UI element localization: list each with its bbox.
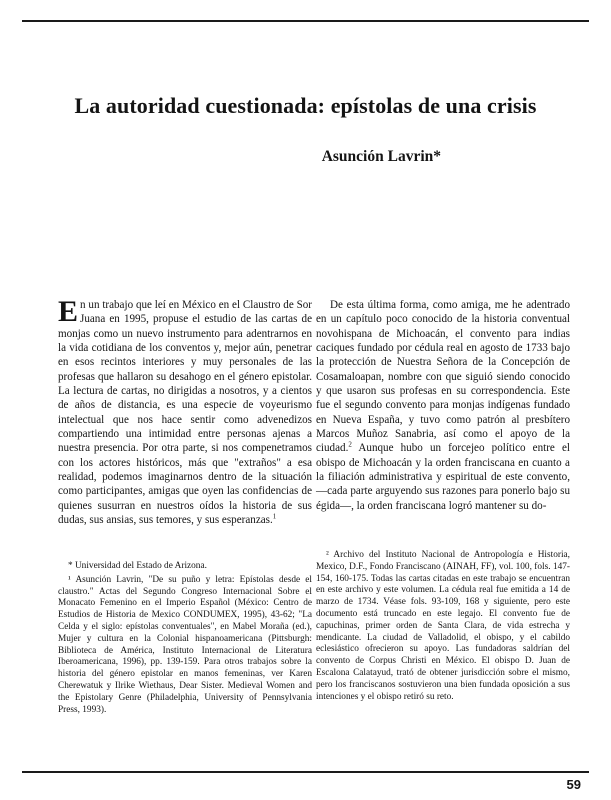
top-rule: [22, 20, 589, 22]
article-title: La autoridad cuestionada: epístolas de una crisis: [74, 93, 537, 118]
footnote-1: ¹ Asunción Lavrin, "De su puño y letra: Epístolas desde el claustro." Actas del Segundo Congreso Internacional Sobre el Monacato Femenino en el Imperio Español (México: Centro de Estudios de Historia de Mexico CONDUMEX, 1995), 43-62; "La Celda y el siglo: epístolas conventuales", en Mabel Moraña (ed.), Mujer y cultura en la Colonial hispanoamericana (Pittsburgh: Biblioteca de América, Instituto Internacional de Literatura Iberoamericana, 1996), pp. 139-159. Para otros trabajos sobre la historia del género epistolar en manos femeninas, ver Karen Cherewatuk y Ilrike Wiethaus, Dear Sister. Medieval Women and the Epistolary Genre (Philadelphia, University of Pennsylvania Press, 1993).: [58, 574, 312, 715]
footnote-marker: 2: [348, 440, 352, 449]
author-name: Asunción Lavrin*: [321, 148, 441, 165]
bottom-rule: [22, 771, 589, 773]
footnote-2: ² Archivo del Instituto Nacional de Antropología e Historia, Mexico, D.F., Fondo Franciscano (AINAH, FF), vol. 100, fols. 147-154, 160-175. Todas las cartas citadas en este trabajo se encuentran en este archivo y este volumen. La cédula real fue emitida a 14 de marzo de 1734. Véase fols. 93-109, 168 y siguiente, pero este documento está truncado en este legajo. El convento fue de capuchinas, primer orden de Santa Clara, de vida estrecha y mendicante. La ciudad de Valladolid, el obispo, y el cabildo eclesiástico ofrecieron su apoyo. Las fundadoras saldrían del convento de Corpus Christi en México. El obispo D. Juan de Escalona Calatayud, trató de obtener jurisdicción sobre el mismo, pero los franciscanos sostuvieron una bien fundada oposición a sus intenciones y el obispo retiró su reto.: [316, 550, 570, 702]
body-text: De esta última forma, como amiga, me he adentrado en un capítulo poco conocido de la historia conventual novohispana de Michoacán, el convento para indias caciques fundado por cédula real en agosto de 1733 bajo la protección de Nuestra Señora de la Concepción de Cosamaloapan, nombre con que siguió siendo conocido y que usaron sus profesas en su correspondencia. Este fue el segundo convento para monjas indígenas fundado en Nueva España, y tuvo como patrón al presbítero Marcos Muñoz Sanabria, así como el apoyo de la ciudad.: [316, 299, 570, 455]
body-paragraph: [316, 298, 570, 513]
body-text: Aunque hubo un forcejeo político entre el obispo de Michoacán y la orden franciscana en cuanto a la filiación administrativa y espiritual de este convento, —cada parte arguyendo sus razones para ponerlo bajo su égida—, la orden franciscana logró mantener su do-: [316, 442, 570, 512]
body-paragraph: [58, 295, 312, 528]
body-text: n un trabajo que leí en México en el Claustro de Sor Juana en 1995, propuse el estudio de las cartas de monjas como un nuevo instrumento para adentrarnos en la vida cotidiana de los conventos y, mejor aún, penetrar en esos recintos interiores y muy personales de las profesas que hallaron su desahogo en el género epistolar. La lectura de cartas, no dirigidas a nosotros, y a cientos de años de distancia, es una especie de voyeurismo intelectual que nos hace sentir como advenedizos compartiendo una intimidad entre personas ajenas a nuestra presencia. Por otra parte, si nos compenetramos con los actores históricos, más que "extraños" a esa realidad, podemos imaginarnos dentro de la situación como participantes, amigas que oyen las confidencias de quienes susurran en nuestros oídos la historia de sus dudas, sus ansias, sus temores, y sus esperanzas.: [58, 299, 312, 527]
footnotes-left: [58, 561, 312, 716]
footnotes-right: [316, 550, 570, 703]
page-number: 59: [566, 777, 581, 792]
drop-cap: E: [58, 295, 79, 328]
footnote-marker: 1: [272, 512, 277, 521]
body-column-right: [316, 298, 570, 513]
footnote-affiliation: * Universidad del Estado de Arizona.: [68, 561, 207, 571]
body-column-left: [58, 295, 312, 528]
